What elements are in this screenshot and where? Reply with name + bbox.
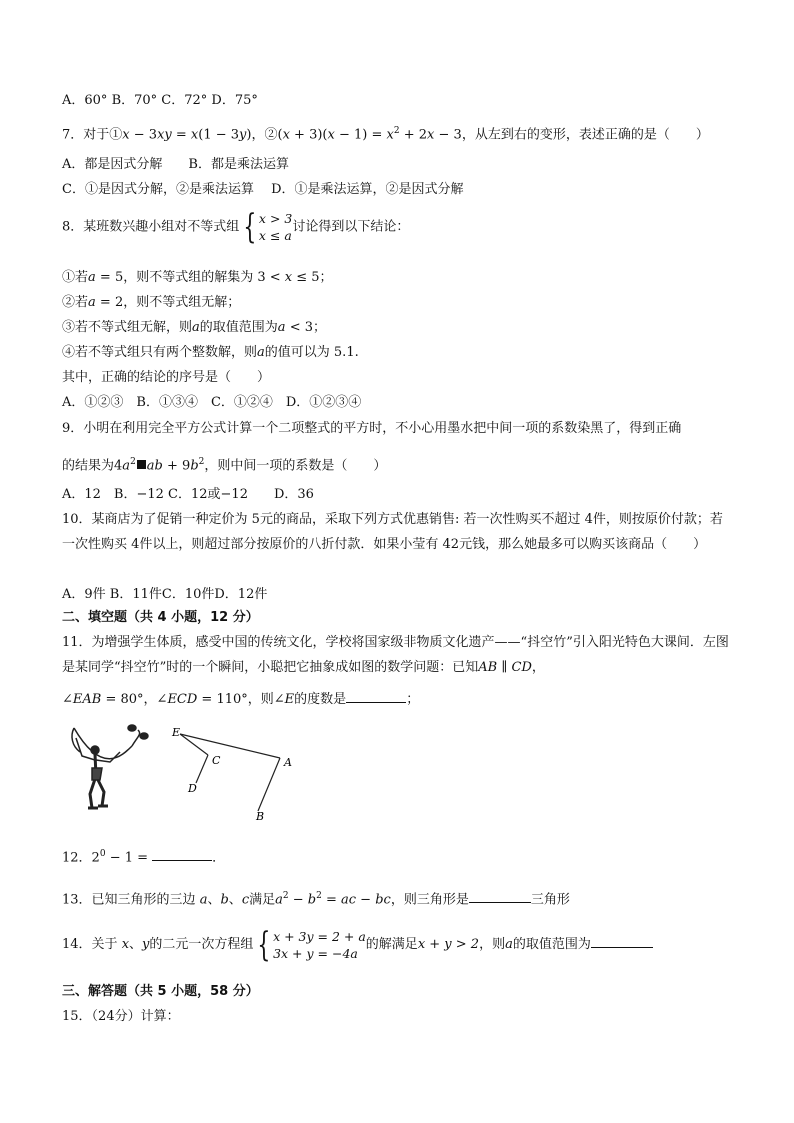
q15-stem: 15．（24分）计算：	[62, 1009, 180, 1024]
label-A: A	[284, 756, 292, 769]
label-E: E	[172, 726, 181, 739]
q10-options: A．9件 B．11件C．10件D．12件	[62, 587, 268, 602]
segment-CD	[196, 755, 208, 783]
q8-conclusion-4: ④若不等式组只有两个整数解，则a的值可以为 5.1.	[62, 345, 359, 360]
geometry-figure	[180, 734, 280, 811]
q6-options: A．60° B．70° C．72° D．75°	[62, 93, 258, 108]
q14-stem: 14．关于 x、y的二元一次方程组 { x + 3y = 2 + a 3x + y = −4a 的解满足x + y > 2，则a的取值范围为	[62, 925, 653, 965]
q12-stem: 12．$2^0 - 1$ = ．	[62, 849, 226, 866]
q8-options: A．①②③ B．①③④ C．①②④ D．①②③④	[62, 395, 362, 410]
label-C: C	[212, 754, 221, 767]
q9-options: A．12 B．−12 C．12或−12 D．36	[62, 487, 314, 502]
section-2-heading: 二、填空题（共 4 小题，12 分）	[62, 610, 259, 625]
q12-answer-blank[interactable]	[152, 847, 212, 861]
q9-stem-line-1: 9．小明在利用完全平方公式计算一个二项整式的平方时，不小心用墨水把中间一项的系数染黑了，得到正确	[62, 421, 682, 436]
diabolo-player-illustration	[72, 725, 148, 808]
q10-stem: 10．某商店为了促销一种定价为 5元的商品，采取下列方式优惠销售: 若一次性购买不超过 4件，则按原价付款；若一次性购买 4件以上，则超过部分按原价的八折付款．如果小莹有 42元钱，那么她最多可以购买该商品（ ）	[62, 512, 723, 552]
q7-option-row-2: C．①是因式分解，②是乘法运算 D．①是乘法运算，②是因式分解	[62, 182, 464, 197]
q14-equation-system: { x + 3y = 2 + a 3x + y = −4a	[257, 924, 366, 965]
q8-stem: 8．某班数兴趣小组对不等式组 { x > 3 x ≤ a 讨论得到以下结论：	[62, 207, 410, 247]
q7-option-row-1: A．都是因式分解 B．都是乘法运算	[62, 157, 289, 172]
label-B: B	[256, 810, 265, 823]
q13-stem: 13．已知三角形的三边 a、b、c满足$a^2 - b^2$ = ac − bc，则三角形是 三角形	[62, 891, 570, 908]
q14-answer-blank[interactable]	[591, 934, 653, 948]
q11-stem: 11．为增强学生体质，感受中国的传统文化，学校将国家级非物质文化遗产——“抖空竹”引入阳光特色大课间．左图是某同学“抖空竹”时的一个瞬间，小聪把它抽象成如图的数学问题：已知AB ∥ CD，	[62, 635, 729, 675]
q9-stem-line-2: 的结果为$4a^2$ ab + $9b^2$，则中间一项的系数是（ ）	[62, 457, 387, 474]
q11-figures	[62, 716, 302, 826]
label-D: D	[188, 782, 197, 795]
q8-conclusion-1: ①若a = 5，则不等式组的解集为 3 < x ≤ 5；	[62, 270, 333, 285]
q13-answer-blank[interactable]	[469, 889, 531, 903]
section-3-heading: 三、解答题（共 5 小题，58 分）	[62, 984, 259, 999]
ink-blot-icon	[137, 460, 146, 469]
q8-conclusion-3: ③若不等式组无解，则a的取值范围为a < 3；	[62, 320, 326, 335]
q7-stem: 7．对于①x − 3xy = x(1 − 3y)，②(x + $3)(x - 1) = x^2 + 2x - 3$，从左到右的变形，表述正确的是（ ）	[62, 126, 709, 143]
q8-conclusion-2: ②若a = 2，则不等式组无解；	[62, 295, 241, 310]
q8-question: 其中，正确的结论的序号是（ ）	[62, 370, 271, 385]
q11-answer-blank[interactable]	[346, 689, 406, 703]
q8-inequality-system: { x > 3 x ≤ a	[243, 207, 293, 247]
q11-stem-line-3: ∠EAB = 80°，∠ECD = 110°，则∠E的度数是 ；	[62, 689, 419, 709]
segment-AB	[258, 758, 280, 811]
